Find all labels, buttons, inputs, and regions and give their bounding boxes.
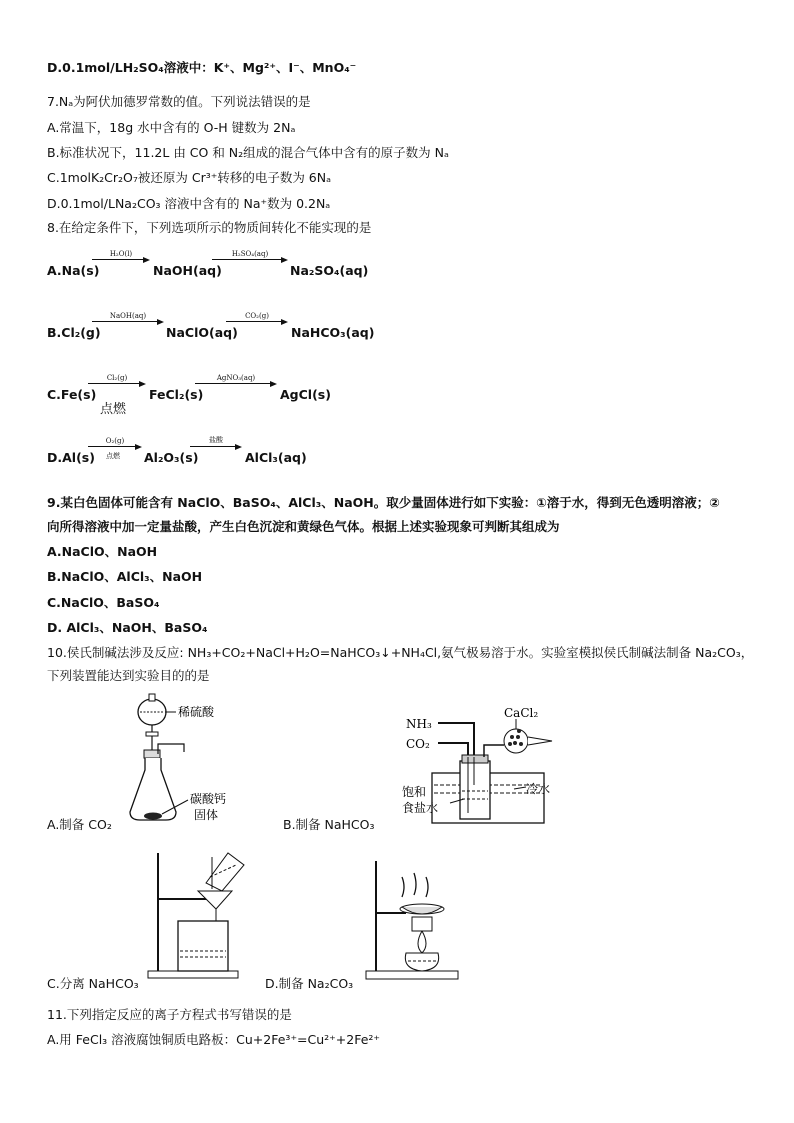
q8a-arrow1 (92, 249, 150, 263)
q8d-start: D.Al(s) (47, 450, 95, 465)
q8a-end: Na₂SO₄(aq) (290, 263, 369, 278)
q9-option-d: D. AlCl₃、NaOH、BaSO₄ (47, 620, 208, 635)
q10-caption-b: B.制备 NaHCO₃ (283, 817, 375, 832)
q7-option-a: A.常温下，18g 水中含有的 O-H 键数为 2Nₐ (47, 120, 296, 135)
question-10-line2: 下列装置能达到实验目的的是 (47, 668, 210, 683)
q8a-arrow1-label: H₂O(l) (109, 250, 133, 258)
figure-b-co2-label: CO₂ (406, 737, 430, 751)
figure-b-cacl2-label: CaCl₂ (504, 706, 539, 720)
q8b-arrow1 (92, 311, 164, 325)
q9-option-c: C.NaClO、BaSO₄ (47, 595, 160, 610)
question-9-line2: 向所得溶液中加一定量盐酸，产生白色沉淀和黄绿色气体。根据上述实验现象可判断其组成为 (47, 519, 560, 534)
q7-option-b: B.标准状况下，11.2L 由 CO 和 N₂组成的混合气体中含有的原子数为 Nₐ (47, 145, 449, 160)
q8d-arrow1 (88, 436, 142, 450)
q8c-arrow2-label: AgNO₃(aq) (216, 374, 256, 382)
q8b-arrow2-label: CO₂(g) (245, 312, 269, 320)
q8d-mid: Al₂O₃(s) (144, 450, 199, 465)
figure-d-heating (362, 853, 462, 983)
figure-b-nh3-label: NH₃ (406, 717, 432, 731)
question-11: 11.下列指定反应的离子方程式书写错误的是 (47, 1007, 292, 1022)
q11-option-a: A.用 FeCl₃ 溶液腐蚀铜质电路板：Cu+2Fe³⁺=Cu²⁺+2Fe²⁺ (47, 1032, 381, 1047)
figure-c-filtration (142, 843, 247, 983)
q8c-start: C.Fe(s) (47, 387, 97, 402)
q8d-arrow1-condition: 点燃 (106, 452, 120, 460)
q8c-arrow1 (88, 373, 146, 387)
q9-option-a: A.NaClO、NaOH (47, 544, 158, 559)
q8a-arrow2 (212, 249, 288, 263)
figure-b-cold-water-label: 冷水 (526, 782, 551, 796)
q8a-start: A.Na(s) (47, 263, 100, 278)
q8a-mid: NaOH(aq) (153, 263, 222, 278)
figure-a-flask (120, 692, 255, 830)
q9-option-b: B.NaClO、AlCl₃、NaOH (47, 569, 203, 584)
q8b-end: NaHCO₃(aq) (291, 325, 375, 340)
question-9-line1: 9.某白色固体可能含有 NaClO、BaSO₄、AlCl₃、NaOH。取少量固体进行如下实验：①溶于水，得到无色透明溶液；② (47, 495, 720, 510)
figure-b-apparatus (402, 695, 564, 827)
q8c-arrow1-label: Cl₂(g) (106, 374, 128, 382)
q8c-arrow1-condition: 点燃 (100, 402, 127, 417)
q8b-arrow2 (226, 311, 288, 325)
q10-caption-a: A.制备 CO₂ (47, 817, 112, 832)
question-8: 8.在给定条件下，下列选项所示的物质间转化不能实现的是 (47, 220, 372, 235)
figure-b-brine-label-1: 饱和 (402, 785, 427, 799)
q7-option-c: C.1molK₂Cr₂O₇被还原为 Cr³⁺转移的电子数为 6Nₐ (47, 170, 332, 185)
question-10-line1: 10.侯氏制碱法涉及反应: NH₃+CO₂+NaCl+H₂O=NaHCO₃↓+NH₄Cl,氨气极易溶于水。实验室模拟侯氏制碱法制备 Na₂CO₃， (47, 645, 754, 660)
q8c-mid: FeCl₂(s) (149, 387, 204, 402)
q8b-arrow1-label: NaOH(aq) (109, 312, 147, 320)
q8d-end: AlCl₃(aq) (245, 450, 307, 465)
q8c-end: AgCl(s) (280, 387, 331, 402)
q7-option-d: D.0.1mol/LNa₂CO₃ 溶液中含有的 Na⁺数为 0.2Nₐ (47, 196, 331, 211)
q8d-arrow2 (190, 436, 242, 450)
figure-a-acid-label: 稀硫酸 (178, 705, 215, 719)
figure-a-solid-label-1: 碳酸钙 (190, 792, 227, 806)
figure-b-brine-label-2: 食盐水 (402, 801, 439, 815)
option-d-line: D.0.1mol/LH₂SO₄溶液中：K⁺、Mg²⁺、I⁻、MnO₄⁻ (47, 60, 357, 75)
q10-caption-c: C.分离 NaHCO₃ (47, 976, 139, 991)
q8b-mid: NaClO(aq) (166, 325, 238, 340)
q8d-arrow1-label: O₂(g) (105, 437, 125, 445)
question-7: 7.Nₐ为阿伏加德罗常数的值。下列说法错误的是 (47, 94, 311, 109)
figure-a-solid-label-2: 固体 (194, 808, 219, 822)
q8c-arrow2 (195, 373, 277, 387)
q8b-start: B.Cl₂(g) (47, 325, 101, 340)
q8a-arrow2-label: H₂SO₄(aq) (231, 250, 269, 258)
q8d-arrow2-label: 盐酸 (209, 436, 223, 444)
q10-caption-d: D.制备 Na₂CO₃ (265, 976, 354, 991)
